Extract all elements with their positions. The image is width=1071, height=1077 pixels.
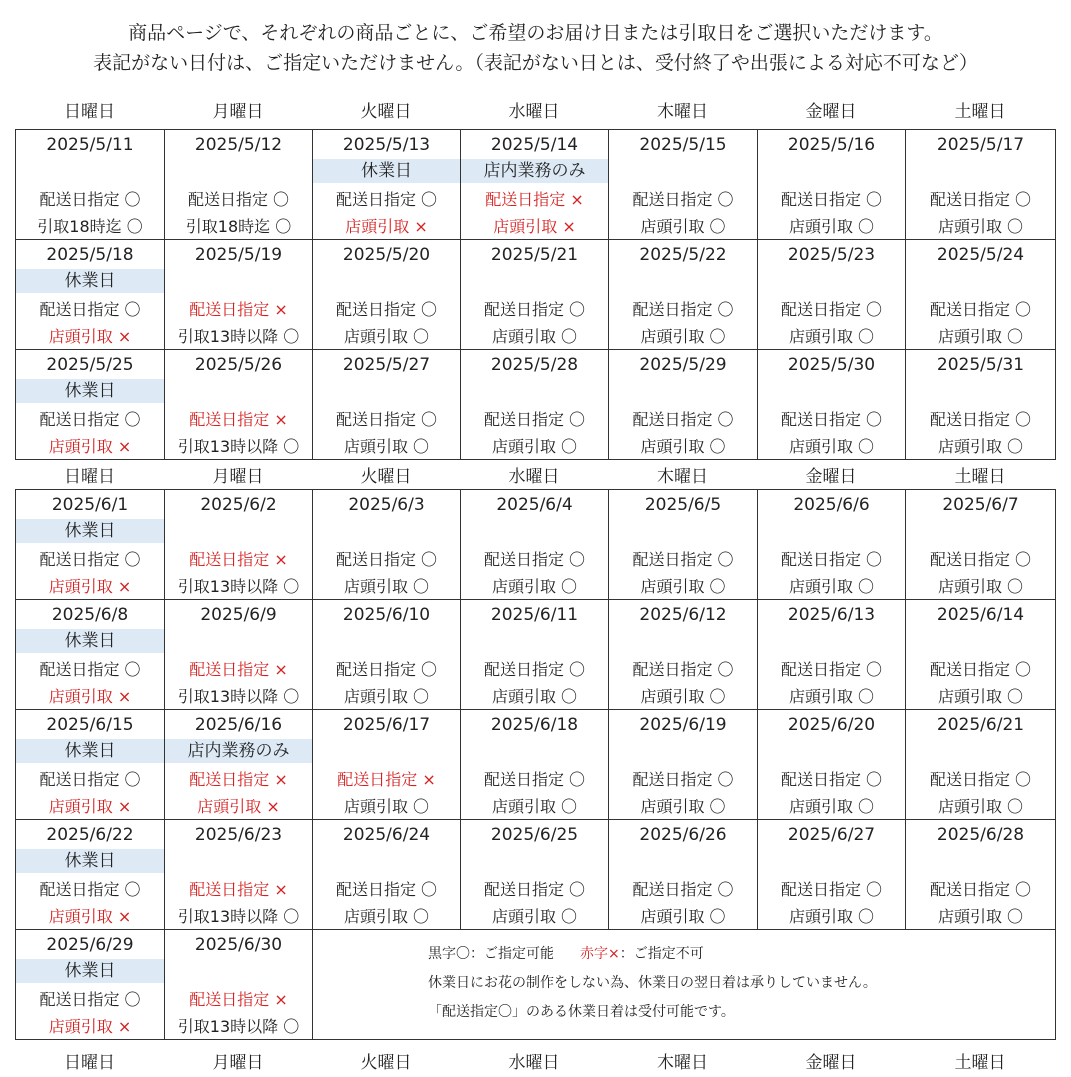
weekday-label: 水曜日 bbox=[508, 1053, 560, 1073]
day-status-band: 休業日 bbox=[16, 269, 164, 293]
delivery-status: 配送日指定 〇 bbox=[39, 190, 141, 209]
day-cell bbox=[461, 350, 609, 460]
delivery-status: 配送日指定 〇 bbox=[483, 770, 586, 789]
pickup-status: 店頭引取 〇 bbox=[937, 907, 1024, 926]
day-cell bbox=[609, 820, 758, 930]
delivery-status: 配送日指定 〇 bbox=[780, 660, 883, 679]
delivery-status: 配送日指定 × bbox=[189, 770, 288, 789]
delivery-status: 配送日指定 〇 bbox=[39, 990, 141, 1009]
pickup-status: 店頭引取 〇 bbox=[640, 217, 726, 236]
pickup-status: 店頭引取 〇 bbox=[788, 797, 875, 816]
day-cell bbox=[758, 490, 906, 600]
day-status-band: 休業日 bbox=[16, 519, 164, 543]
weekday-label: 水曜日 bbox=[508, 102, 560, 122]
pickup-status: 引取13時以降 〇 bbox=[177, 327, 300, 346]
day-date: 2025/5/21 bbox=[490, 245, 579, 265]
day-date: 2025/6/29 bbox=[46, 935, 134, 955]
day-date: 2025/6/22 bbox=[46, 825, 134, 845]
delivery-status: 配送日指定 × bbox=[189, 300, 288, 319]
day-date: 2025/6/30 bbox=[194, 935, 283, 955]
delivery-status: 配送日指定 〇 bbox=[483, 550, 586, 569]
intro-line-1: 商品ページで、それぞれの商品ごとに、ご希望のお届け日または引取日をご選択いただけます。 bbox=[128, 22, 943, 44]
pickup-status: 店頭引取 〇 bbox=[788, 327, 875, 346]
pickup-status: 店頭引取 〇 bbox=[937, 327, 1024, 346]
day-date: 2025/5/23 bbox=[787, 245, 876, 265]
day-cell bbox=[16, 820, 165, 930]
delivery-status: 配送日指定 × bbox=[189, 410, 288, 429]
pickup-status: 店頭引取 〇 bbox=[491, 327, 578, 346]
calendar-week-row bbox=[16, 930, 1056, 1040]
day-date: 2025/6/9 bbox=[200, 605, 277, 625]
delivery-status: 配送日指定 × bbox=[485, 190, 584, 209]
calendar-week-row bbox=[16, 490, 1056, 600]
pickup-status: 引取18時迄 〇 bbox=[185, 217, 292, 236]
pickup-status: 店頭引取 〇 bbox=[343, 907, 430, 926]
pickup-status: 店頭引取 〇 bbox=[788, 687, 875, 706]
day-status-band: 休業日 bbox=[16, 739, 164, 763]
day-date: 2025/5/24 bbox=[936, 245, 1025, 265]
delivery-status: 配送日指定 〇 bbox=[929, 550, 1032, 569]
delivery-status: 配送日指定 〇 bbox=[780, 190, 883, 209]
day-date: 2025/6/25 bbox=[490, 825, 579, 845]
day-date: 2025/5/26 bbox=[194, 355, 283, 375]
weekday-label: 日曜日 bbox=[64, 467, 115, 487]
day-date: 2025/6/2 bbox=[200, 495, 277, 515]
day-date: 2025/5/19 bbox=[194, 245, 283, 265]
legend-available: 黒字〇：ご指定可能 bbox=[428, 946, 554, 962]
delivery-status: 配送日指定 〇 bbox=[632, 300, 734, 319]
day-date: 2025/5/22 bbox=[639, 245, 727, 265]
weekday-label: 火曜日 bbox=[360, 1053, 412, 1073]
pickup-status: 店頭引取 × bbox=[48, 687, 132, 706]
delivery-status: 配送日指定 〇 bbox=[335, 550, 438, 569]
day-date: 2025/6/8 bbox=[51, 605, 129, 625]
calendar-week-row bbox=[16, 600, 1056, 710]
day-date: 2025/6/20 bbox=[787, 715, 876, 735]
pickup-status: 店頭引取 × bbox=[345, 217, 428, 236]
day-cell bbox=[16, 240, 165, 350]
delivery-status: 配送日指定 〇 bbox=[483, 300, 586, 319]
day-cell bbox=[906, 490, 1056, 600]
day-date: 2025/6/14 bbox=[936, 605, 1025, 625]
weekday-label: 土曜日 bbox=[954, 102, 1006, 122]
day-cell bbox=[758, 130, 906, 240]
delivery-status: 配送日指定 〇 bbox=[39, 880, 141, 899]
day-cell bbox=[461, 130, 609, 240]
day-cell bbox=[461, 600, 609, 710]
weekday-label: 火曜日 bbox=[360, 102, 412, 122]
day-status-band: 休業日 bbox=[16, 629, 164, 653]
day-date: 2025/5/17 bbox=[936, 135, 1025, 155]
calendar-week-row bbox=[16, 130, 1056, 240]
pickup-status: 引取13時以降 〇 bbox=[177, 687, 300, 706]
pickup-status: 店頭引取 〇 bbox=[788, 217, 875, 236]
delivery-status: 配送日指定 〇 bbox=[929, 770, 1032, 789]
day-date: 2025/5/12 bbox=[194, 135, 283, 155]
pickup-status: 店頭引取 〇 bbox=[937, 687, 1024, 706]
delivery-status: 配送日指定 〇 bbox=[335, 300, 438, 319]
calendar-week-row bbox=[16, 350, 1056, 460]
day-date: 2025/6/1 bbox=[51, 495, 129, 515]
calendar-week-row bbox=[16, 240, 1056, 350]
pickup-status: 店頭引取 〇 bbox=[491, 437, 578, 456]
delivery-status: 配送日指定 〇 bbox=[335, 410, 438, 429]
day-date: 2025/6/10 bbox=[342, 605, 431, 625]
day-cell bbox=[313, 350, 461, 460]
day-cell bbox=[461, 710, 609, 820]
delivery-status: 配送日指定 〇 bbox=[632, 880, 734, 899]
weekday-label: 水曜日 bbox=[508, 467, 560, 487]
day-status-band: 休業日 bbox=[16, 959, 164, 983]
weekday-label: 月曜日 bbox=[212, 102, 264, 122]
legend-note-1: 休業日にお花の制作をしない為、休業日の翌日着は承りしていません。 bbox=[428, 975, 877, 991]
day-cell bbox=[165, 820, 313, 930]
delivery-status: 配送日指定 〇 bbox=[780, 300, 883, 319]
delivery-status: 配送日指定 〇 bbox=[929, 660, 1032, 679]
day-date: 2025/5/11 bbox=[46, 135, 134, 155]
weekday-label: 金曜日 bbox=[805, 467, 857, 487]
delivery-status: 配送日指定 〇 bbox=[632, 550, 734, 569]
legend-unavailable-mark: 赤字× bbox=[580, 946, 620, 962]
day-date: 2025/6/7 bbox=[942, 495, 1019, 515]
day-cell bbox=[758, 820, 906, 930]
day-cell bbox=[758, 240, 906, 350]
day-cell bbox=[906, 600, 1056, 710]
day-date: 2025/6/15 bbox=[46, 715, 134, 735]
pickup-status: 店頭引取 〇 bbox=[937, 797, 1024, 816]
day-date: 2025/6/17 bbox=[342, 715, 431, 735]
day-status-band: 店内業務のみ bbox=[165, 739, 312, 763]
legend-key bbox=[428, 944, 704, 964]
day-date: 2025/6/12 bbox=[639, 605, 727, 625]
day-cell bbox=[165, 930, 313, 1040]
delivery-status: 配送日指定 〇 bbox=[780, 770, 883, 789]
day-status-band: 休業日 bbox=[313, 159, 460, 183]
day-status-band: 休業日 bbox=[16, 849, 164, 873]
delivery-status: 配送日指定 × bbox=[189, 660, 288, 679]
day-date: 2025/6/18 bbox=[490, 715, 579, 735]
day-date: 2025/5/29 bbox=[639, 355, 727, 375]
day-cell bbox=[313, 130, 461, 240]
pickup-status: 店頭引取 × bbox=[48, 577, 132, 596]
weekday-label: 木曜日 bbox=[657, 1053, 708, 1073]
day-cell bbox=[16, 350, 165, 460]
day-date: 2025/5/25 bbox=[46, 355, 134, 375]
day-date: 2025/6/23 bbox=[194, 825, 283, 845]
pickup-status: 店頭引取 × bbox=[48, 797, 132, 816]
pickup-status: 店頭引取 〇 bbox=[343, 797, 430, 816]
delivery-status: 配送日指定 〇 bbox=[929, 880, 1032, 899]
pickup-status: 店頭引取 〇 bbox=[343, 437, 430, 456]
day-cell bbox=[165, 240, 313, 350]
day-cell bbox=[461, 240, 609, 350]
day-date: 2025/6/5 bbox=[644, 495, 722, 515]
pickup-status: 引取13時以降 〇 bbox=[177, 1017, 300, 1036]
delivery-status: 配送日指定 〇 bbox=[483, 660, 586, 679]
day-cell bbox=[609, 490, 758, 600]
day-date: 2025/5/28 bbox=[490, 355, 579, 375]
day-cell bbox=[16, 600, 165, 710]
pickup-status: 店頭引取 〇 bbox=[937, 577, 1024, 596]
delivery-status: 配送日指定 × bbox=[189, 990, 288, 1009]
pickup-status: 店頭引取 × bbox=[48, 1017, 132, 1036]
day-date: 2025/5/16 bbox=[787, 135, 876, 155]
day-status-band: 休業日 bbox=[16, 379, 164, 403]
delivery-status: 配送日指定 × bbox=[337, 770, 436, 789]
pickup-status: 店頭引取 〇 bbox=[640, 327, 726, 346]
day-date: 2025/5/14 bbox=[490, 135, 579, 155]
day-cell bbox=[16, 930, 165, 1040]
legend-note-2: 「配送指定〇」のある休業日着は受付可能です。 bbox=[428, 1004, 735, 1020]
weekday-label: 金曜日 bbox=[805, 102, 857, 122]
day-date: 2025/6/11 bbox=[490, 605, 579, 625]
delivery-status: 配送日指定 〇 bbox=[335, 190, 438, 209]
pickup-status: 店頭引取 × bbox=[493, 217, 576, 236]
weekday-label: 日曜日 bbox=[64, 102, 115, 122]
day-date: 2025/5/20 bbox=[342, 245, 431, 265]
pickup-status: 店頭引取 〇 bbox=[491, 797, 578, 816]
delivery-status: 配送日指定 〇 bbox=[39, 410, 141, 429]
pickup-status: 店頭引取 〇 bbox=[491, 907, 578, 926]
pickup-status: 店頭引取 〇 bbox=[937, 217, 1024, 236]
day-cell bbox=[609, 240, 758, 350]
weekday-header-bottom bbox=[15, 1050, 1055, 1076]
pickup-status: 店頭引取 〇 bbox=[788, 577, 875, 596]
pickup-status: 店頭引取 〇 bbox=[343, 687, 430, 706]
pickup-status: 店頭引取 〇 bbox=[640, 577, 726, 596]
pickup-status: 店頭引取 〇 bbox=[788, 437, 875, 456]
delivery-status: 配送日指定 〇 bbox=[632, 190, 734, 209]
day-cell bbox=[16, 130, 165, 240]
legend-unavailable-text: ：ご指定不可 bbox=[619, 946, 704, 962]
weekday-label: 火曜日 bbox=[360, 467, 412, 487]
day-cell bbox=[313, 490, 461, 600]
delivery-status: 配送日指定 〇 bbox=[632, 410, 734, 429]
day-date: 2025/6/27 bbox=[787, 825, 876, 845]
pickup-status: 引取18時迄 〇 bbox=[37, 217, 143, 236]
weekday-label: 土曜日 bbox=[954, 1053, 1006, 1073]
day-date: 2025/5/31 bbox=[936, 355, 1025, 375]
pickup-status: 引取13時以降 〇 bbox=[177, 907, 300, 926]
day-cell bbox=[758, 350, 906, 460]
day-date: 2025/6/24 bbox=[342, 825, 431, 845]
pickup-status: 店頭引取 〇 bbox=[640, 797, 726, 816]
delivery-status: 配送日指定 〇 bbox=[929, 190, 1032, 209]
weekday-label: 月曜日 bbox=[212, 1053, 264, 1073]
calendar-may bbox=[15, 129, 1056, 460]
delivery-status: 配送日指定 〇 bbox=[483, 880, 586, 899]
day-cell bbox=[906, 350, 1056, 460]
delivery-status: 配送日指定 〇 bbox=[780, 880, 883, 899]
delivery-status: 配送日指定 〇 bbox=[39, 300, 141, 319]
day-cell bbox=[906, 130, 1056, 240]
delivery-status: 配送日指定 〇 bbox=[39, 550, 141, 569]
weekday-label: 木曜日 bbox=[657, 467, 708, 487]
weekday-label: 土曜日 bbox=[954, 467, 1006, 487]
weekday-header-middle bbox=[15, 464, 1055, 490]
day-cell bbox=[165, 600, 313, 710]
day-cell bbox=[313, 710, 461, 820]
intro-line-2: 表記がない日付は、ご指定いただけません。（表記がない日とは、受付終了や出張による対応不可など） bbox=[93, 52, 978, 74]
day-cell bbox=[461, 490, 609, 600]
pickup-status: 店頭引取 〇 bbox=[491, 577, 578, 596]
pickup-status: 店頭引取 〇 bbox=[491, 687, 578, 706]
day-date: 2025/5/27 bbox=[342, 355, 431, 375]
delivery-status: 配送日指定 〇 bbox=[39, 770, 141, 789]
day-cell bbox=[313, 820, 461, 930]
day-cell bbox=[16, 710, 165, 820]
day-cell bbox=[165, 710, 313, 820]
delivery-status: 配送日指定 × bbox=[189, 880, 288, 899]
pickup-status: 引取13時以降 〇 bbox=[177, 577, 300, 596]
delivery-status: 配送日指定 〇 bbox=[483, 410, 586, 429]
day-date: 2025/6/3 bbox=[348, 495, 425, 515]
delivery-status: 配送日指定 〇 bbox=[929, 410, 1032, 429]
pickup-status: 店頭引取 〇 bbox=[788, 907, 875, 926]
day-date: 2025/5/15 bbox=[639, 135, 727, 155]
day-date: 2025/6/4 bbox=[496, 495, 573, 515]
day-date: 2025/6/6 bbox=[793, 495, 870, 515]
day-cell bbox=[906, 240, 1056, 350]
day-cell bbox=[16, 490, 165, 600]
day-cell bbox=[313, 600, 461, 710]
day-date: 2025/6/21 bbox=[936, 715, 1025, 735]
pickup-status: 店頭引取 〇 bbox=[640, 907, 726, 926]
day-cell bbox=[609, 710, 758, 820]
pickup-status: 店頭引取 × bbox=[48, 327, 132, 346]
pickup-status: 店頭引取 〇 bbox=[343, 577, 430, 596]
day-cell bbox=[906, 820, 1056, 930]
pickup-status: 店頭引取 × bbox=[48, 437, 132, 456]
pickup-status: 引取13時以降 〇 bbox=[177, 437, 300, 456]
day-cell bbox=[609, 350, 758, 460]
pickup-status: 店頭引取 × bbox=[197, 797, 280, 816]
day-cell bbox=[609, 130, 758, 240]
calendar-week-row bbox=[16, 710, 1056, 820]
pickup-status: 店頭引取 〇 bbox=[640, 687, 726, 706]
day-cell bbox=[758, 600, 906, 710]
day-status-band: 店内業務のみ bbox=[461, 159, 608, 183]
pickup-status: 店頭引取 〇 bbox=[640, 437, 726, 456]
weekday-header-top bbox=[15, 99, 1055, 125]
delivery-status: 配送日指定 〇 bbox=[632, 770, 734, 789]
day-date: 2025/6/19 bbox=[639, 715, 727, 735]
legend-cell bbox=[313, 930, 1056, 1040]
day-cell bbox=[165, 130, 313, 240]
day-date: 2025/5/30 bbox=[787, 355, 876, 375]
delivery-status: 配送日指定 〇 bbox=[929, 300, 1032, 319]
day-cell bbox=[313, 240, 461, 350]
calendar-week-row bbox=[16, 820, 1056, 930]
day-date: 2025/6/13 bbox=[787, 605, 876, 625]
pickup-status: 店頭引取 × bbox=[48, 907, 132, 926]
delivery-status: 配送日指定 〇 bbox=[780, 550, 883, 569]
day-date: 2025/6/16 bbox=[194, 715, 283, 735]
delivery-status: 配送日指定 〇 bbox=[39, 660, 141, 679]
delivery-status: 配送日指定 × bbox=[189, 550, 288, 569]
calendar-june bbox=[15, 489, 1056, 1040]
day-date: 2025/5/18 bbox=[46, 245, 134, 265]
weekday-label: 月曜日 bbox=[212, 467, 264, 487]
day-cell bbox=[165, 490, 313, 600]
day-cell bbox=[609, 600, 758, 710]
weekday-label: 日曜日 bbox=[64, 1053, 115, 1073]
delivery-status: 配送日指定 〇 bbox=[335, 660, 438, 679]
pickup-status: 店頭引取 〇 bbox=[343, 327, 430, 346]
day-cell bbox=[906, 710, 1056, 820]
weekday-label: 木曜日 bbox=[657, 102, 708, 122]
day-cell bbox=[461, 820, 609, 930]
day-date: 2025/5/13 bbox=[342, 135, 431, 155]
day-date: 2025/6/28 bbox=[936, 825, 1025, 845]
delivery-status: 配送日指定 〇 bbox=[335, 880, 438, 899]
delivery-status: 配送日指定 〇 bbox=[780, 410, 883, 429]
pickup-status: 店頭引取 〇 bbox=[937, 437, 1024, 456]
day-cell bbox=[165, 350, 313, 460]
day-date: 2025/6/26 bbox=[639, 825, 727, 845]
weekday-label: 金曜日 bbox=[805, 1053, 857, 1073]
delivery-status: 配送日指定 〇 bbox=[632, 660, 734, 679]
delivery-status: 配送日指定 〇 bbox=[187, 190, 290, 209]
day-cell bbox=[758, 710, 906, 820]
